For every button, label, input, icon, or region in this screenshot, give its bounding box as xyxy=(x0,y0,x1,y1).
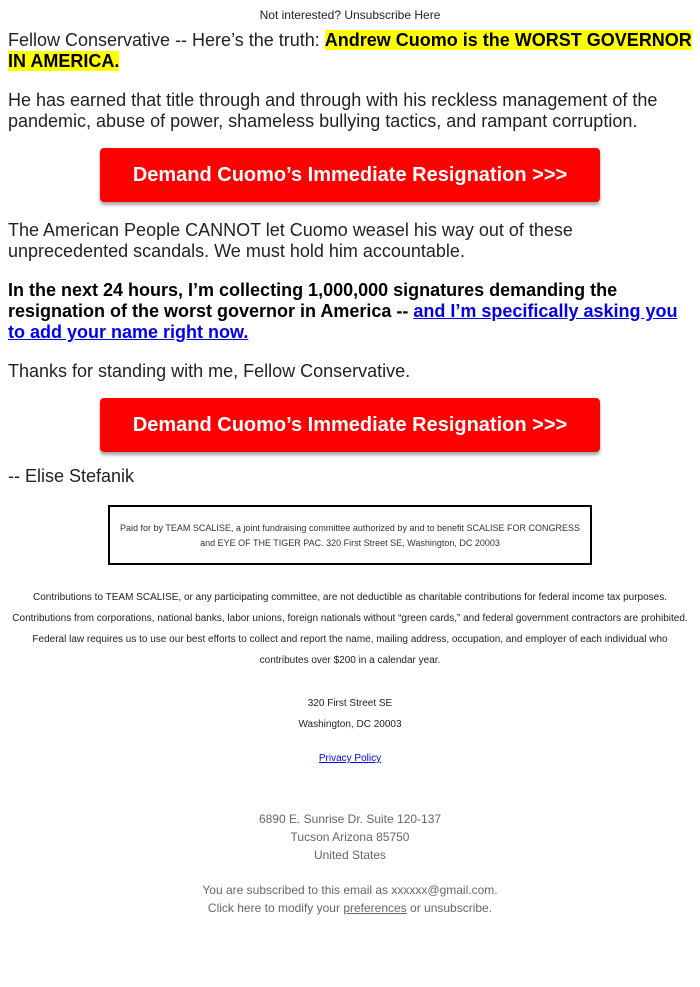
contribution-disclaimer: Contributions to TEAM SCALISE, or any participating committee, are not deductible as charitable contributions for federal income tax purposes. Contributions from corporations, national banks, labor unions, foreign nationals without “green cards,” and federal government contractors are prohibited. Federal law requires us to use our best efforts to collect and report the name, mailing address, occupation, and employer of each individual who contributes over $200 in a calendar year. xyxy=(12,592,688,666)
message-content-2 xyxy=(0,220,700,382)
signature: -- Elise Stefanik xyxy=(8,466,135,486)
modify-suffix: or unsubscribe. xyxy=(406,901,493,915)
modify-preferences-line xyxy=(0,899,700,917)
paid-for-text: Paid for by TEAM SCALISE, a joint fundraising committee authorized by and to benefit SCALISE FOR CONGRESS and EYE OF THE TIGER PAC. 320 First Street SE, Washington, DC 20003 xyxy=(119,523,581,548)
add-name-link[interactable]: and I’m specifically asking you to add your name right now. xyxy=(8,301,678,342)
paragraph-2: He has earned that title through and through with his reckless management of the pandemic, abuse of power, shameless bullying tactics, and rampant corruption. xyxy=(8,90,658,131)
intro-text: Fellow Conservative -- Here’s the truth: xyxy=(8,30,325,50)
postal-address xyxy=(0,810,700,864)
subscription-info xyxy=(0,881,700,917)
paid-for-box xyxy=(108,505,592,565)
address-line-1: 320 First Street SE xyxy=(307,698,393,709)
mailing-address xyxy=(0,693,700,735)
paragraph-4-bold: In the next 24 hours, I’m collecting 1,000,000 signatures demanding the resignation of the worst governor in America -- xyxy=(8,280,618,321)
privacy-policy-link[interactable]: Privacy Policy xyxy=(318,753,382,764)
postal-line-3: United States xyxy=(313,848,387,862)
demand-resignation-button-2[interactable]: Demand Cuomo’s Immediate Resignation >>> xyxy=(100,398,600,452)
signature-block xyxy=(0,466,700,487)
modify-prefix: Click here to modify your xyxy=(207,901,344,915)
address-line-2: Washington, DC 20003 xyxy=(298,719,402,730)
postal-line-2: Tucson Arizona 85750 xyxy=(290,830,410,844)
paragraph-4 xyxy=(8,280,692,343)
demand-resignation-button[interactable]: Demand Cuomo’s Immediate Resignation >>> xyxy=(100,148,600,202)
cta-wrap-2 xyxy=(0,398,700,452)
cta-wrap-1 xyxy=(0,148,700,202)
unsubscribe-link[interactable] xyxy=(0,0,700,30)
postal-line-1: 6890 E. Sunrise Dr. Suite 120-137 xyxy=(258,812,442,826)
privacy-row xyxy=(0,753,700,764)
preferences-link[interactable]: preferences xyxy=(343,901,407,915)
paragraph-3: The American People CANNOT let Cuomo weasel his way out of these unprecedented scandals. We must hold him accountable. xyxy=(8,220,573,261)
subscribed-text: You are subscribed to this email as xxxxxx@gmail.com. xyxy=(202,883,498,897)
message-content xyxy=(0,30,700,132)
paragraph-5: Thanks for standing with me, Fellow Conservative. xyxy=(8,361,411,381)
unsubscribe-text[interactable]: Not interested? Unsubscribe Here xyxy=(259,8,441,22)
intro-highlight: Andrew Cuomo is the WORST GOVERNOR IN AMERICA. xyxy=(8,30,692,71)
intro-paragraph xyxy=(8,30,692,72)
